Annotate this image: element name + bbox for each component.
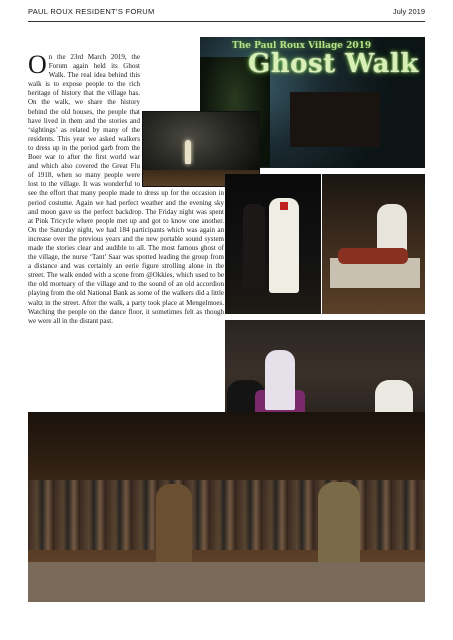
photo-crowd bbox=[28, 412, 425, 602]
newsletter-title: PAUL ROUX RESIDENT’S FORUM bbox=[28, 7, 155, 16]
ghost-figure bbox=[185, 140, 191, 164]
page-header bbox=[28, 7, 425, 21]
photo-mortuary-scene bbox=[322, 174, 425, 314]
red-cross-icon bbox=[280, 202, 288, 210]
drop-cap: O bbox=[28, 50, 47, 79]
banner-title: Ghost Walk bbox=[248, 49, 419, 79]
street-ground bbox=[28, 562, 425, 602]
body-on-table bbox=[338, 248, 408, 264]
figure-lady bbox=[265, 350, 295, 410]
crowd-row bbox=[28, 480, 425, 550]
article-body bbox=[28, 50, 224, 326]
photo-nurses bbox=[225, 174, 321, 314]
house-silhouette bbox=[290, 92, 380, 147]
issue-date: July 2019 bbox=[392, 7, 425, 16]
figure-nurse bbox=[269, 198, 299, 293]
banner-subtitle: The Paul Roux Village 2019 bbox=[232, 41, 372, 51]
figure-dark-dress bbox=[243, 204, 265, 289]
header-rule bbox=[28, 21, 425, 22]
article-text: n the 23rd March 2019, the Forum again held its Ghost Walk. The real idea behind this walk is to expose people to the rich heritage of history that the village has. On the walk, we share the history behind the old houses, the people that have lived in them and the stories and ‘sightings’ as related by many of the residents. This year we asked walkers to dress up in the period garb from the Boer war to after the first world war and which also covered the Great Flu of 1918, when so many people were lost to the village. It was wonderful to see the effort that many people made to dress up for the occasion in period costume. Again we had perfect weather and the evening sky and moon gave us the perfect backdrop. The Friday night was spent at Pink Tricycle where people met up and got to know one another. On the Saturday night, we had 184 participants which was again an increase over the previous years and the new portable sound system made the stories clear and audible to all. The most famous ghost of the village, the nurse ‘Tant’ Saar was spotted leading the group from a distance and was certainly an eerie figure strolling alone in the street. The walk ended with a scene from @Okkies, which used to be the old mortuary of the village and to the sound of an old accordion playing from the old National Bank as some of the walkers did a little waltz in the street. After the walk, a party took place at Mengelmoes. Watching the people on the dance floor, it sometimes felt as though we were all in the distant past. bbox=[28, 53, 224, 325]
